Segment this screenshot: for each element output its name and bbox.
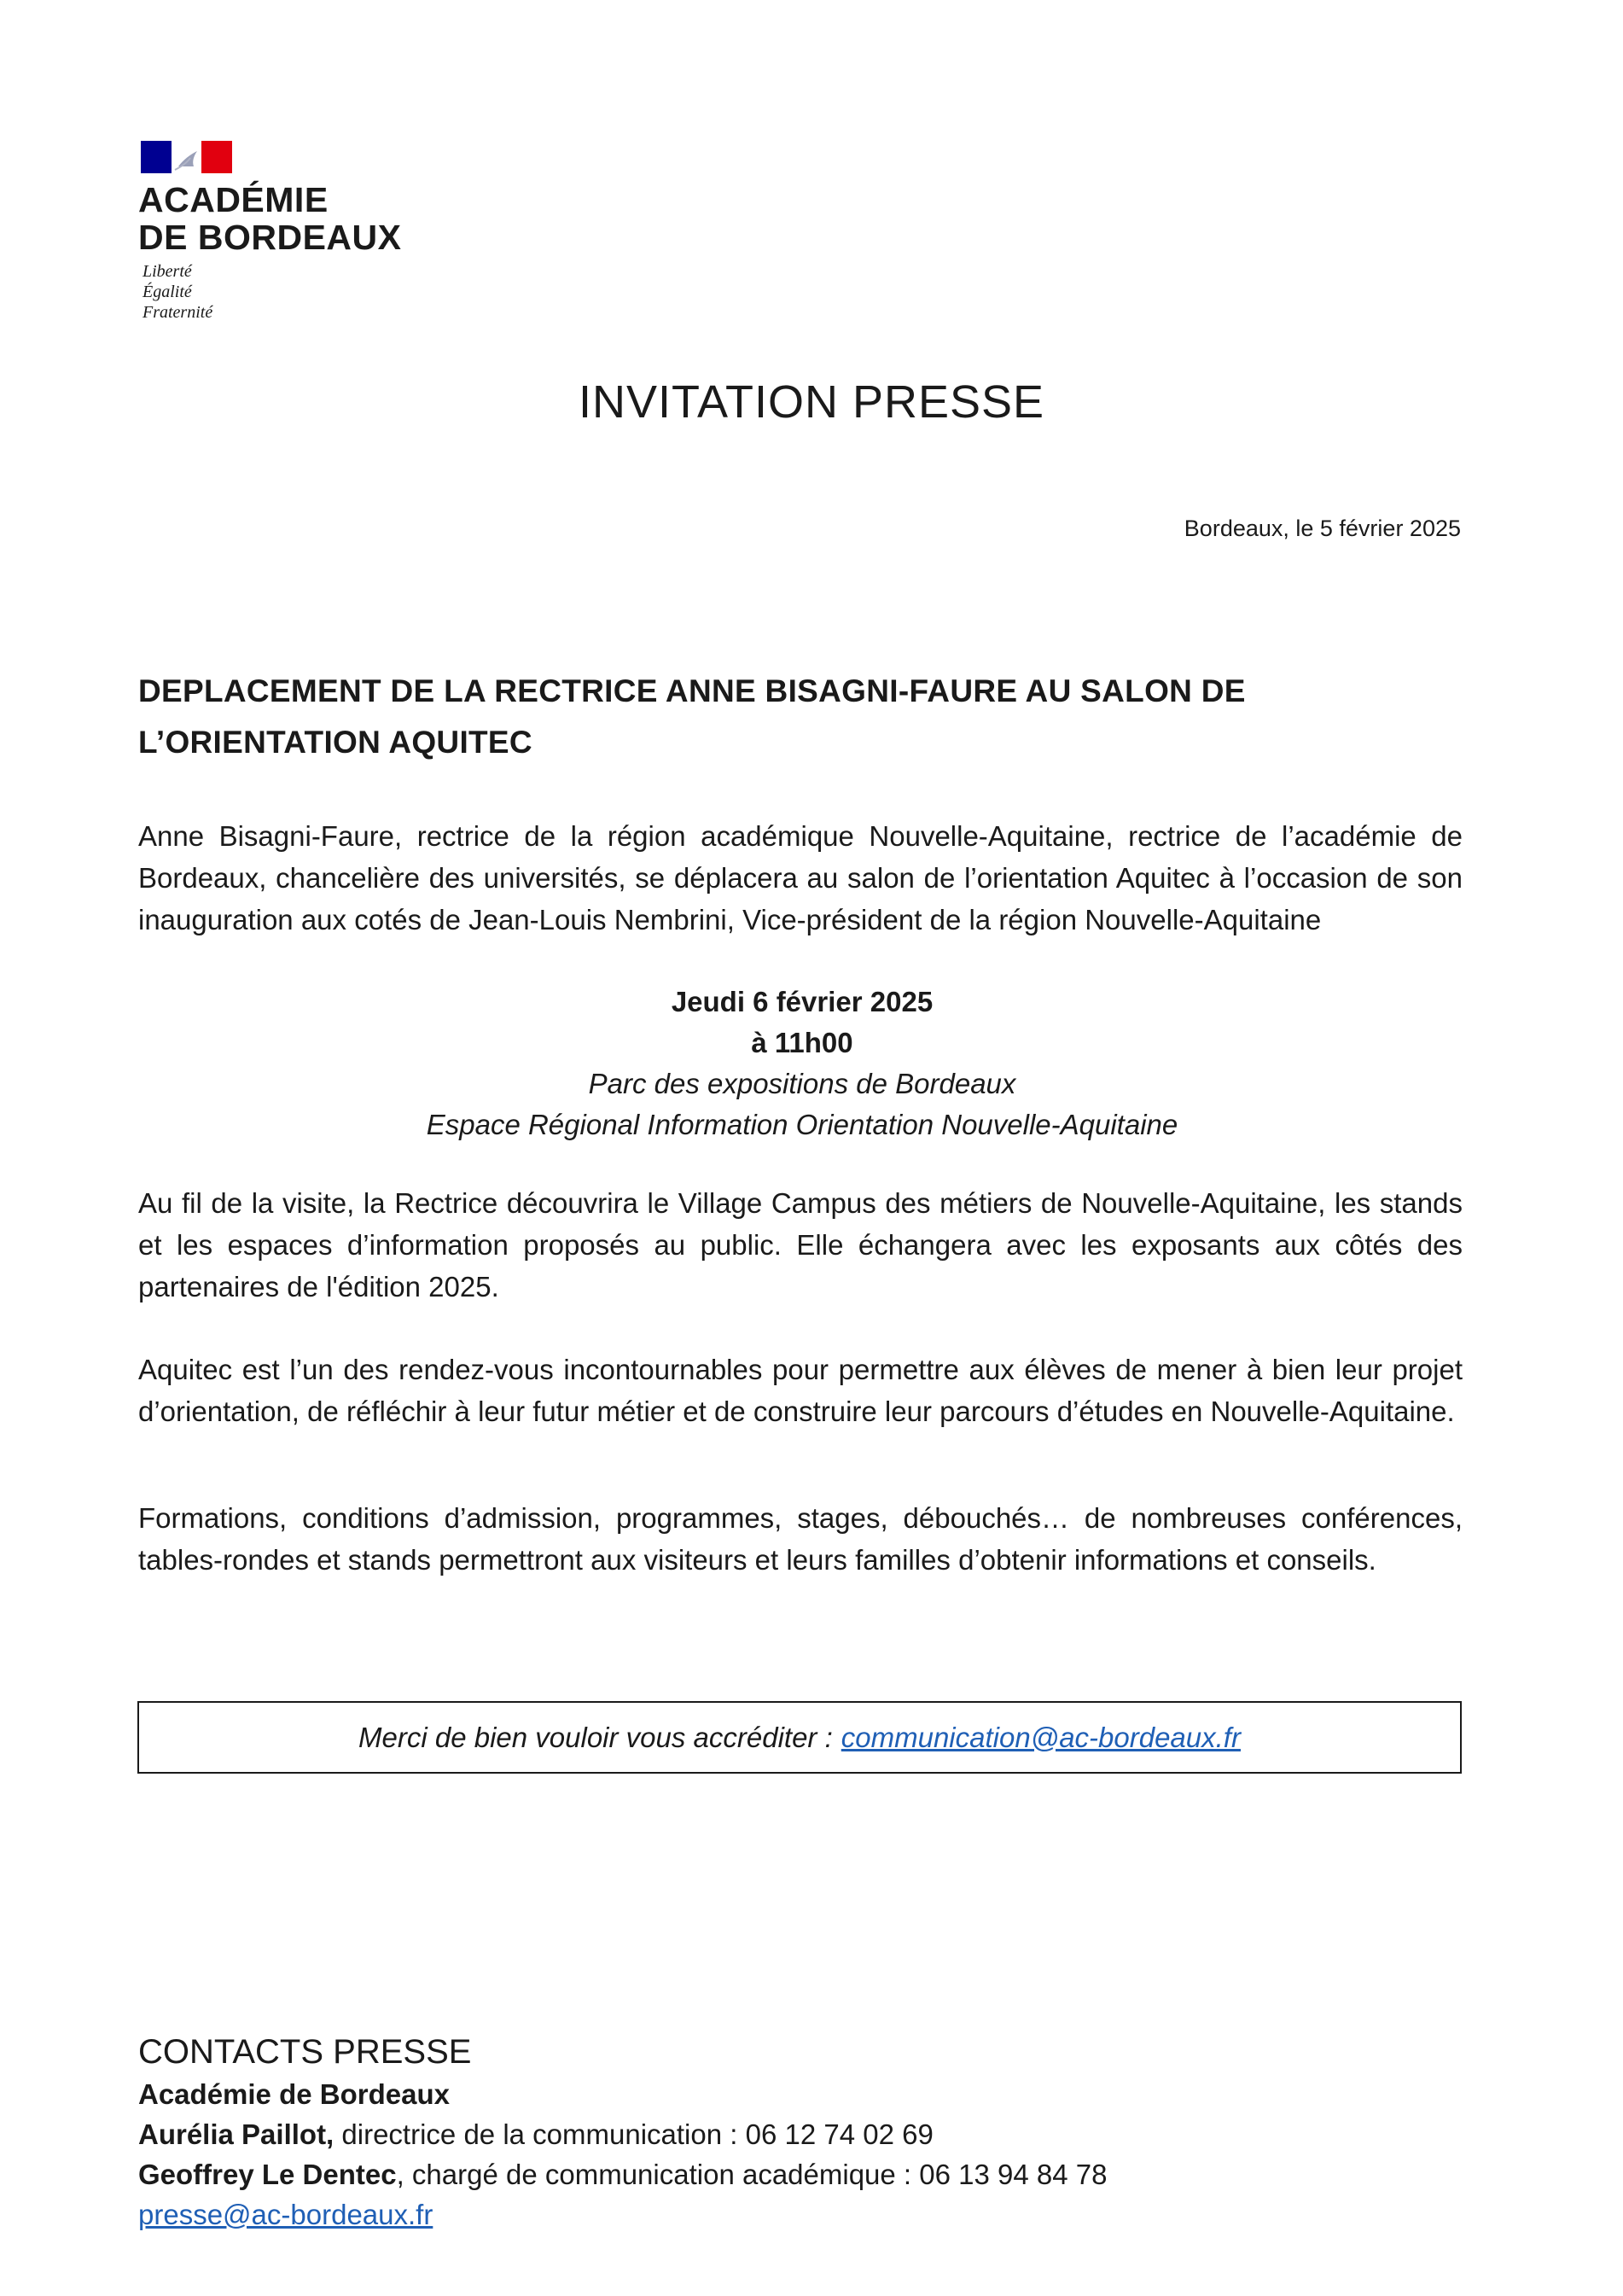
motto-liberte: Liberté xyxy=(143,262,192,281)
accreditation-text: Merci de bien vouloir vous accréditer : xyxy=(358,1721,833,1753)
aquitec-paragraph: Aquitec est l’un des rendez-vous incontournables pour permettre aux élèves de mener à bien leur projet d’orientation, de réfléchir à leur futur métier et de construire leur parcours d’études en Nouvelle-Aquitaine. xyxy=(138,1354,1463,1427)
event-time: à 11h00 xyxy=(751,1027,853,1058)
republique-francaise-flag-logo xyxy=(141,141,232,173)
press-heading-line2: L’ORIENTATION AQUITEC xyxy=(138,725,532,760)
academy-name-line2: DE BORDEAUX xyxy=(138,218,402,257)
event-place: Parc des expositions de Bordeaux xyxy=(588,1068,1016,1099)
academy-name-line1: ACADÉMIE xyxy=(138,180,329,219)
document-date: Bordeaux, le 5 février 2025 xyxy=(1184,516,1461,541)
document-title: INVITATION PRESSE xyxy=(578,376,1045,428)
contacts-org: Académie de Bordeaux xyxy=(138,2078,450,2110)
academy-name xyxy=(138,181,401,256)
event-space: Espace Régional Information Orientation Nouvelle-Aquitaine xyxy=(426,1109,1178,1140)
contacts-title: CONTACTS PRESSE xyxy=(138,2033,472,2071)
contact-person-1 xyxy=(138,2114,1107,2154)
intro-paragraph: Anne Bisagni-Faure, rectrice de la région académique Nouvelle-Aquitaine, rectrice de l’académie de Bordeaux, chancelière des universités, se déplacera au salon de l’orientation Aquitec à l’occasion de son inauguration aux cotés de Jean-Louis Nembrini, Vice-président de la région Nouvelle-Aquitaine xyxy=(138,820,1463,935)
contact-1-name: Aurélia Paillot, xyxy=(138,2118,334,2150)
accreditation-email-link[interactable]: communication@ac-bordeaux.fr xyxy=(841,1721,1241,1753)
accreditation-box xyxy=(137,1701,1462,1774)
visit-paragraph: Au fil de la visite, la Rectrice découvrira le Village Campus des métiers de Nouvelle-Aquitaine, les stands et les espaces d’information proposés au public. Elle échangera avec les exposants aux côtés des partenaires de l'édition 2025. xyxy=(138,1187,1463,1302)
event-details xyxy=(0,982,1604,1145)
press-heading xyxy=(138,666,1461,768)
press-email-link[interactable]: presse@ac-bordeaux.fr xyxy=(138,2199,433,2230)
contact-2-name: Geoffrey Le Dentec xyxy=(138,2159,397,2190)
press-heading-line1: DEPLACEMENT DE LA RECTRICE ANNE BISAGNI-FAURE AU SALON DE xyxy=(138,673,1246,708)
contact-person-2 xyxy=(138,2154,1107,2194)
press-contacts xyxy=(138,2030,1107,2235)
motto-egalite: Égalité xyxy=(143,283,192,301)
republic-motto xyxy=(143,261,212,323)
motto-fraternite: Fraternité xyxy=(143,303,213,322)
formations-paragraph: Formations, conditions d’admission, programmes, stages, débouchés… de nombreuses conférences, tables-rondes et stands permettront aux visiteurs et leurs familles d’obtenir informations et conseils. xyxy=(138,1502,1463,1576)
contact-2-role: , chargé de communication académique : 06 13 94 84 78 xyxy=(396,2159,1108,2190)
contact-1-role: directrice de la communication : 06 12 74 02 69 xyxy=(334,2118,934,2150)
event-day: Jeudi 6 février 2025 xyxy=(671,986,934,1017)
